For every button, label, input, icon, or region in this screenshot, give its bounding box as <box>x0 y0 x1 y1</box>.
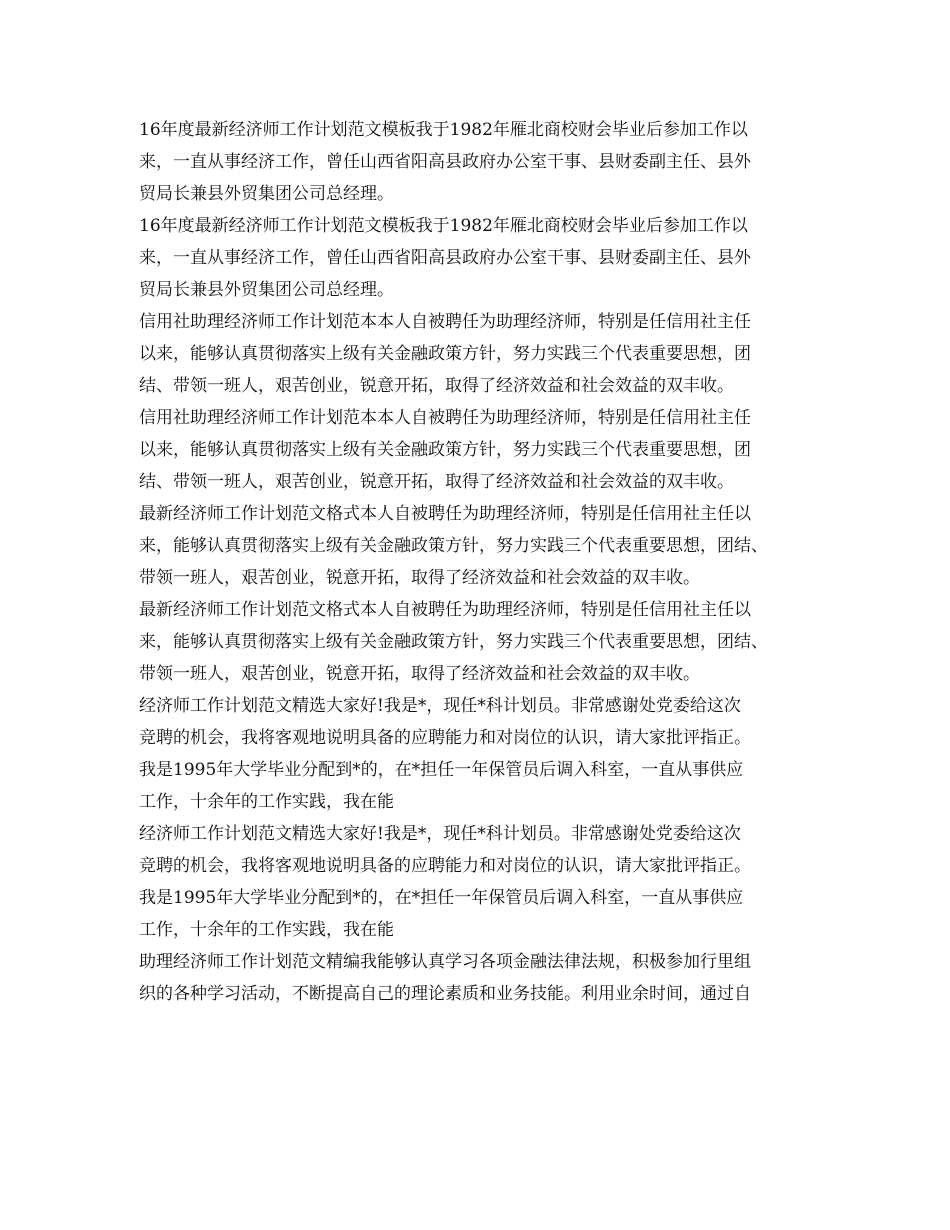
paragraph <box>139 594 829 690</box>
paragraph <box>139 498 829 594</box>
text-line: 工作，十余年的工作实践，我在能 <box>139 920 394 940</box>
text-line: 经济师工作计划范文精选大家好!我是*，现任*科计划员。非常感谢处党委给这次 <box>139 696 741 716</box>
text-line: 来，一直从事经济工作，曾任山西省阳高县政府办公室干事、县财委副主任、县外 <box>139 152 751 172</box>
text-line: 织的各种学习活动，不断提高自己的理论素质和业务技能。利用业余时间，通过自 <box>139 984 751 1004</box>
text-line: 信用社助理经济师工作计划范本本人自被聘任为助理经济师，特别是任信用社主任 <box>139 408 751 428</box>
text-line: 来，一直从事经济工作，曾任山西省阳高县政府办公室干事、县财委副主任、县外 <box>139 248 751 268</box>
text-line: 我是1995年大学毕业分配到*的，在*担任一年保管员后调入科室，一直从事供应 <box>139 760 744 780</box>
document-body <box>139 114 829 1010</box>
paragraph <box>139 114 829 210</box>
text-line: 助理经济师工作计划范文精编我能够认真学习各项金融法律法规，积极参加行里组 <box>139 952 751 972</box>
text-line: 带领一班人，艰苦创业，锐意开拓，取得了经济效益和社会效益的双丰收。 <box>139 664 700 684</box>
paragraph <box>139 306 829 402</box>
text-line: 16年度最新经济师工作计划范文模板我于1982年雁北商校财会毕业后参加工作以 <box>139 216 748 236</box>
text-line: 最新经济师工作计划范文格式本人自被聘任为助理经济师，特别是任信用社主任以 <box>139 504 751 524</box>
text-line: 我是1995年大学毕业分配到*的，在*担任一年保管员后调入科室，一直从事供应 <box>139 888 744 908</box>
text-line: 竞聘的机会，我将客观地说明具备的应聘能力和对岗位的认识，请大家批评指正。 <box>139 856 751 876</box>
text-line: 来，能够认真贯彻落实上级有关金融政策方针，努力实践三个代表重要思想，团结、 <box>139 632 768 652</box>
text-line: 最新经济师工作计划范文格式本人自被聘任为助理经济师，特别是任信用社主任以 <box>139 600 751 620</box>
paragraph <box>139 946 829 1010</box>
text-line: 以来，能够认真贯彻落实上级有关金融政策方针，努力实践三个代表重要思想，团 <box>139 344 751 364</box>
paragraph <box>139 210 829 306</box>
text-line: 贸局长兼县外贸集团公司总经理。 <box>139 280 394 300</box>
paragraph <box>139 818 829 946</box>
text-line: 来，能够认真贯彻落实上级有关金融政策方针，努力实践三个代表重要思想，团结、 <box>139 536 768 556</box>
text-line: 以来，能够认真贯彻落实上级有关金融政策方针，努力实践三个代表重要思想，团 <box>139 440 751 460</box>
text-line: 带领一班人，艰苦创业，锐意开拓，取得了经济效益和社会效益的双丰收。 <box>139 568 700 588</box>
text-line: 结、带领一班人，艰苦创业，锐意开拓，取得了经济效益和社会效益的双丰收。 <box>139 376 734 396</box>
text-line: 贸局长兼县外贸集团公司总经理。 <box>139 184 394 204</box>
text-line: 经济师工作计划范文精选大家好!我是*，现任*科计划员。非常感谢处党委给这次 <box>139 824 741 844</box>
text-line: 工作，十余年的工作实践，我在能 <box>139 792 394 812</box>
text-line: 结、带领一班人，艰苦创业，锐意开拓，取得了经济效益和社会效益的双丰收。 <box>139 472 734 492</box>
text-line: 16年度最新经济师工作计划范文模板我于1982年雁北商校财会毕业后参加工作以 <box>139 120 748 140</box>
paragraph <box>139 690 829 818</box>
text-line: 竞聘的机会，我将客观地说明具备的应聘能力和对岗位的认识，请大家批评指正。 <box>139 728 751 748</box>
paragraph <box>139 402 829 498</box>
text-line: 信用社助理经济师工作计划范本本人自被聘任为助理经济师，特别是任信用社主任 <box>139 312 751 332</box>
